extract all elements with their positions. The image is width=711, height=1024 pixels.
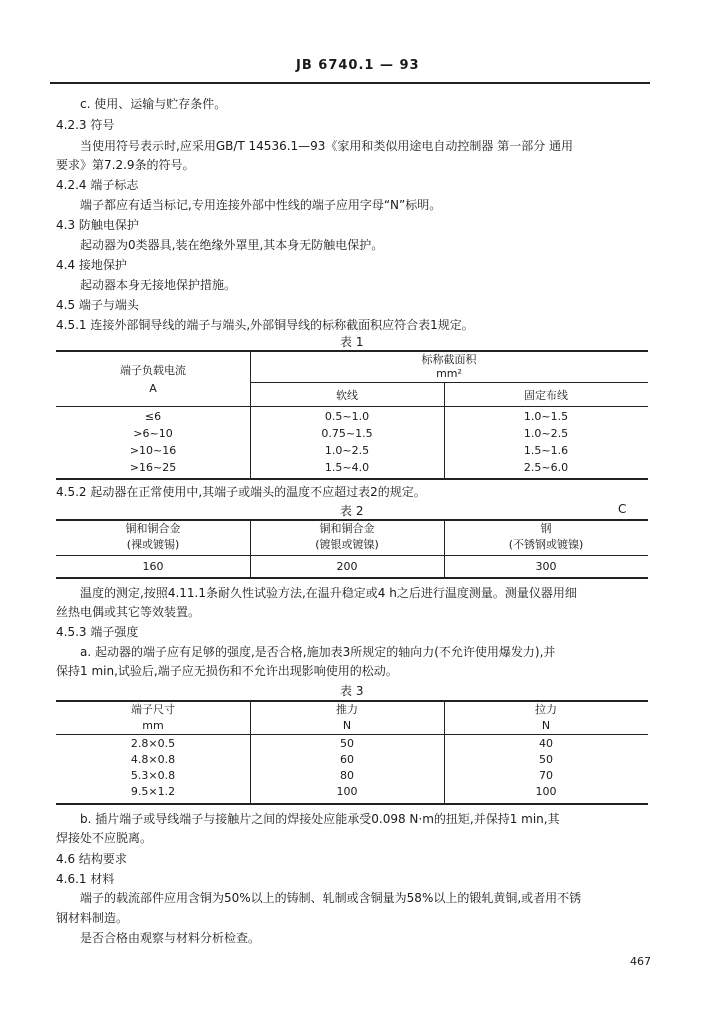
- item-c: c. 使用、运输与贮存条件。: [80, 97, 227, 111]
- section-4-6: 4.6 结构要求: [56, 852, 127, 866]
- table-2-unit: C: [618, 502, 627, 516]
- table-cell: 1.0~2.5: [324, 444, 370, 457]
- table-cell: 100: [336, 785, 358, 798]
- table-2-head-1b: (裸或镀锡): [126, 538, 180, 551]
- paragraph-4-5-1: 4.5.1 连接外部铜导线的端子与端头,外部铜导线的标称截面积应符合表1规定。: [56, 318, 474, 332]
- table-3-head-size: 端子尺寸: [131, 703, 175, 716]
- table-cell: 300: [535, 560, 557, 573]
- paragraph-4-6-1-c: 是否合格由观察与材料分析检查。: [80, 931, 261, 945]
- table-cell: >6~10: [133, 427, 173, 440]
- table-cell: 100: [535, 785, 557, 798]
- table-1-group-unit: mm²: [436, 367, 462, 380]
- paragraph-4-5-2: 4.5.2 起动器在正常使用中,其端子或端头的温度不应超过表2的规定。: [56, 485, 426, 499]
- paragraph-4-2-4: 端子都应有适当标记,专用连接外部中性线的端子应用字母“N”标明。: [80, 198, 442, 212]
- section-4-2-3: 4.2.3 符号: [56, 118, 115, 132]
- table-cell: 2.8×0.5: [130, 737, 176, 750]
- table-2-head-1a: 铜和铜合金: [125, 522, 181, 535]
- table-cell: 160: [142, 560, 164, 573]
- table-3-head-push-unit: N: [342, 719, 352, 732]
- section-4-5: 4.5 端子与端头: [56, 298, 139, 312]
- paragraph-4-6-1-a: 端子的载流部件应用含铜为50%以上的铸制、轧制或含铜量为58%以上的锻轧黄铜,或者用不锈: [80, 891, 582, 905]
- table-2-head-2a: 铜和铜合金: [319, 522, 375, 535]
- table-3-head-size-unit: mm: [142, 719, 164, 732]
- table-cell: 50: [340, 737, 354, 750]
- table-cell: 1.5~4.0: [324, 461, 370, 474]
- table-cell: ≤6: [144, 410, 162, 423]
- table-cell: 5.3×0.8: [130, 769, 176, 782]
- paragraph-4-2-3-b: 要求》第7.2.9条的符号。: [56, 158, 195, 172]
- paragraph-4-4: 起动器本身无接地保护措施。: [80, 278, 237, 292]
- table-3-caption: 表 3: [340, 684, 364, 698]
- paragraph-temp-b: 丝热电偶或其它等效装置。: [56, 605, 201, 619]
- table-cell: 9.5×1.2: [130, 785, 176, 798]
- paragraph-4-5-3-b: b. 插片端子或导线端子与接触片之间的焊接处应能承受0.098 N·m的扭矩,并保持1 min,其: [80, 812, 560, 826]
- table-cell: 1.0~1.5: [523, 410, 569, 423]
- table-1-col-current: 端子负载电流: [120, 364, 186, 377]
- header-rule: [50, 82, 650, 84]
- table-3-head-push: 推力: [336, 703, 358, 716]
- table-cell: 1.5~1.6: [523, 444, 569, 457]
- page-number: 467: [630, 955, 651, 968]
- table-cell: 4.8×0.8: [130, 753, 176, 766]
- table-2-head-3a: 钢: [540, 522, 552, 535]
- table-1-col-current-unit: A: [149, 382, 157, 395]
- section-4-2-4: 4.2.4 端子标志: [56, 178, 139, 192]
- table-2-caption: 表 2: [340, 504, 364, 518]
- section-4-4: 4.4 接地保护: [56, 258, 127, 272]
- table-cell: 80: [340, 769, 354, 782]
- paragraph-4-5-3-b2: 焊接处不应脱离。: [56, 831, 153, 845]
- table-cell: 60: [340, 753, 354, 766]
- section-4-5-3: 4.5.3 端子强度: [56, 625, 139, 639]
- table-cell: 40: [539, 737, 553, 750]
- table-cell: 1.0~2.5: [523, 427, 569, 440]
- table-1-caption: 表 1: [340, 335, 364, 349]
- table-cell: 0.5~1.0: [324, 410, 370, 423]
- table-3-head-pull: 拉力: [535, 703, 557, 716]
- table-2-head-3b: (不锈钢或镀镍): [508, 538, 584, 551]
- table-3-head-pull-unit: N: [541, 719, 551, 732]
- paragraph-4-3: 起动器为0类器具,装在绝缘外罩里,其本身无防触电保护。: [80, 238, 384, 252]
- table-cell: 2.5~6.0: [523, 461, 569, 474]
- table-cell: >16~25: [129, 461, 177, 474]
- section-4-3: 4.3 防触电保护: [56, 218, 139, 232]
- paragraph-4-5-3-a: a. 起动器的端子应有足够的强度,是否合格,施加表3所规定的轴向力(不允许使用爆发力),并: [80, 645, 556, 659]
- table-1-sub-soft: 软线: [336, 389, 358, 402]
- table-cell: >10~16: [129, 444, 177, 457]
- paragraph-temp-a: 温度的测定,按照4.11.1条耐久性试验方法,在温升稳定或4 h之后进行温度测量。测量仪器用细: [80, 586, 577, 600]
- paragraph-4-2-3-a: 当使用符号表示时,应采用GB/T 14536.1—93《家用和类似用途电自动控制器 第一部分 通用: [80, 139, 574, 153]
- paragraph-4-5-3-a2: 保持1 min,试验后,端子应无损伤和不允许出现影响使用的松动。: [56, 664, 398, 678]
- table-cell: 70: [539, 769, 553, 782]
- table-1-sub-fixed: 固定布线: [524, 389, 568, 402]
- section-4-6-1: 4.6.1 材料: [56, 872, 115, 886]
- document-header: JB 6740.1 — 93: [296, 58, 420, 73]
- table-cell: 200: [336, 560, 358, 573]
- table-1-group-head: 标称截面积: [421, 353, 477, 366]
- table-cell: 50: [539, 753, 553, 766]
- table-2-head-2b: (镀银或镀镍): [315, 538, 379, 551]
- paragraph-4-6-1-b: 钢材料制造。: [56, 911, 129, 925]
- table-cell: 0.75~1.5: [321, 427, 373, 440]
